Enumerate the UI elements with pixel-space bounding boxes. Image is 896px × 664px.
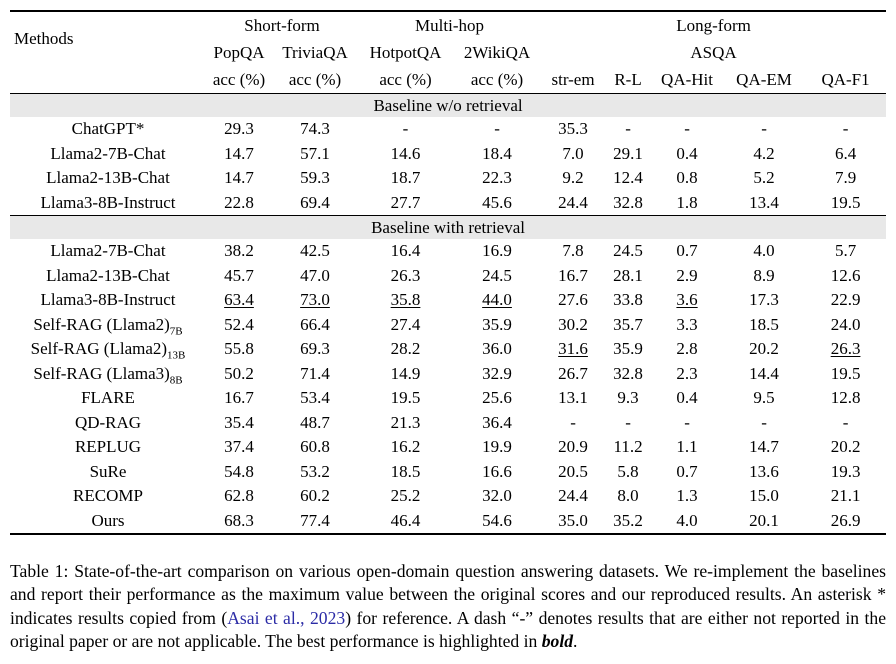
- value-cell: 19.9: [482, 437, 512, 457]
- value-cell: 24.4: [558, 192, 588, 212]
- method-size-subscript: 13B: [167, 349, 186, 362]
- value-cell: 35.8: [390, 290, 421, 310]
- method-name: Self-RAG $(Llama3)_{8B}$: [33, 363, 183, 387]
- table-row: [10, 484, 886, 509]
- value-cell: 44.0: [482, 290, 512, 310]
- table-row: [10, 239, 886, 264]
- metric-header-hotpotqa-acc: acc (%): [379, 69, 432, 89]
- method-name: Ours: [91, 510, 125, 530]
- table-row: [10, 166, 886, 191]
- methods-column-header: Methods: [14, 29, 74, 48]
- value-cell: 28.2: [390, 339, 421, 359]
- value-cell: 35.9: [613, 339, 643, 359]
- value-cell: 18.5: [749, 314, 779, 334]
- value-cell: 71.4: [300, 363, 330, 383]
- value-cell: 16.7: [558, 265, 588, 285]
- value-cell: 35.9: [482, 314, 512, 334]
- value-cell: 27.4: [390, 314, 421, 334]
- value-cell: 14.6: [390, 143, 421, 163]
- value-cell: 3.3: [676, 314, 698, 334]
- value-cell: 5.7: [834, 241, 857, 261]
- value-cell: 18.7: [390, 168, 421, 188]
- value-cell: 0.4: [676, 388, 698, 408]
- section-title: Baseline with retrieval: [10, 216, 886, 240]
- value-cell: 31.6: [558, 339, 588, 359]
- value-cell: 26.7: [558, 363, 588, 383]
- value-cell: 16.2: [390, 437, 421, 457]
- value-cell: 22.8: [224, 192, 254, 212]
- col-header-asqa: ASQA: [690, 42, 737, 62]
- value-cell: 46.4: [390, 510, 421, 530]
- value-cell: 35.4: [224, 412, 254, 432]
- value-cell: 4.0: [753, 241, 775, 261]
- value-cell: 20.2: [830, 437, 861, 457]
- method-name: ChatGPT*: [71, 119, 145, 139]
- table-row: [10, 411, 886, 436]
- value-cell: 3.6: [676, 290, 698, 310]
- table-row: [10, 191, 886, 216]
- value-cell: 20.9: [558, 437, 588, 457]
- value-cell: 37.4: [224, 437, 254, 457]
- caption-text: .: [573, 631, 578, 652]
- value-cell: 54.6: [482, 510, 512, 530]
- value-cell: 9.3: [617, 388, 639, 408]
- metric-header-qa-f1: QA-F1: [821, 69, 870, 89]
- table-row: [10, 362, 886, 387]
- value-cell: 73.0: [300, 290, 330, 310]
- section-header-row: [10, 216, 886, 240]
- value-cell: -: [570, 412, 576, 432]
- value-cell: 57.1: [300, 143, 330, 163]
- value-cell: 32.8: [613, 363, 643, 383]
- value-cell: -: [494, 119, 500, 139]
- value-cell: 59.3: [300, 168, 330, 188]
- metric-header-popqa-acc: acc (%): [212, 69, 266, 89]
- value-cell: 45.6: [482, 192, 512, 212]
- section-title: Baseline w/o retrieval: [10, 94, 886, 118]
- value-cell: -: [684, 412, 690, 432]
- value-cell: 32.0: [482, 486, 512, 506]
- value-cell: 1.1: [676, 437, 698, 457]
- value-cell: 36.0: [482, 339, 512, 359]
- value-cell: 18.5: [390, 461, 421, 481]
- value-cell: 54.8: [224, 461, 254, 481]
- value-cell: 28.1: [613, 265, 643, 285]
- value-cell: -: [842, 412, 849, 432]
- value-cell: 0.7: [676, 241, 698, 261]
- table-header: [10, 11, 886, 94]
- method-name: Llama2-13B-Chat: [46, 168, 170, 188]
- value-cell: 14.7: [749, 437, 779, 457]
- value-cell: 52.4: [224, 314, 254, 334]
- value-cell: 27.6: [558, 290, 588, 310]
- method-name: Llama3-8B-Instruct: [40, 290, 176, 310]
- table-row: [10, 386, 886, 411]
- value-cell: 9.2: [562, 168, 584, 188]
- value-cell: 32.8: [613, 192, 643, 212]
- method-name: Llama3-8B-Instruct: [40, 192, 176, 212]
- method-size-subscript: 8B: [169, 374, 183, 387]
- value-cell: 60.8: [300, 437, 330, 457]
- method-name: REPLUG: [74, 437, 142, 457]
- value-cell: 63.4: [224, 290, 254, 310]
- method-name: QD-RAG: [74, 412, 142, 432]
- metric-header-row: [10, 66, 886, 94]
- value-cell: 19.5: [390, 388, 421, 408]
- value-cell: 13.4: [749, 192, 779, 212]
- value-cell: -: [625, 412, 631, 432]
- method-size-subscript: 7B: [169, 325, 183, 338]
- value-cell: 22.9: [830, 290, 861, 310]
- value-cell: 14.4: [749, 363, 779, 383]
- metric-header-triviaqa-acc: acc (%): [288, 69, 342, 89]
- bold-emphasis: bold: [541, 631, 573, 652]
- value-cell: 30.2: [558, 314, 588, 334]
- value-cell: 68.3: [224, 510, 254, 530]
- empty-header-cell: [10, 66, 206, 94]
- metric-header-qa-hit: QA-Hit: [661, 69, 713, 89]
- value-cell: 21.3: [390, 412, 421, 432]
- value-cell: 13.1: [558, 388, 588, 408]
- value-cell: -: [684, 119, 690, 139]
- value-cell: 66.4: [300, 314, 330, 334]
- method-name: Self-RAG $(Llama2)_{7B}$: [33, 314, 183, 338]
- section-header-row: [10, 94, 886, 118]
- value-cell: 19.5: [830, 192, 861, 212]
- col-header-hotpotqa: HotpotQA: [369, 42, 442, 62]
- value-cell: 13.6: [749, 461, 779, 481]
- value-cell: 14.7: [224, 168, 254, 188]
- value-cell: 50.2: [224, 363, 254, 383]
- value-cell: 4.0: [676, 510, 698, 530]
- table-body: [10, 94, 886, 535]
- value-cell: 33.8: [613, 290, 643, 310]
- table-row: [10, 264, 886, 289]
- value-cell: -: [402, 119, 409, 139]
- table-row: [10, 313, 886, 338]
- value-cell: 53.2: [300, 461, 330, 481]
- method-name: SuRe: [89, 461, 127, 481]
- value-cell: 47.0: [300, 265, 330, 285]
- value-cell: 48.7: [300, 412, 330, 432]
- table-row: [10, 509, 886, 535]
- value-cell: 35.7: [613, 314, 643, 334]
- value-cell: 25.2: [390, 486, 421, 506]
- value-cell: 14.9: [390, 363, 421, 383]
- col-header-triviaqa: TriviaQA: [282, 42, 348, 62]
- value-cell: 24.0: [830, 314, 861, 334]
- method-name: Llama2-7B-Chat: [50, 143, 166, 163]
- value-cell: 32.9: [482, 363, 512, 383]
- value-cell: 25.6: [482, 388, 512, 408]
- value-cell: 27.7: [390, 192, 421, 212]
- table-row: [10, 337, 886, 362]
- value-cell: 7.9: [834, 168, 857, 188]
- value-cell: 24.5: [482, 265, 512, 285]
- table-row: [10, 435, 886, 460]
- value-cell: 55.8: [224, 339, 254, 359]
- value-cell: 69.3: [300, 339, 330, 359]
- metric-header-2wikiqa-acc: acc (%): [470, 69, 524, 89]
- value-cell: 18.4: [482, 143, 512, 163]
- table-caption: [10, 560, 886, 654]
- value-cell: 62.8: [224, 486, 254, 506]
- method-name: Self-RAG $(Llama2)_{13B}$: [30, 339, 186, 362]
- caption-text: Table 1: State-of-the-art comparison on various open-domain question answering datasets. We re-implement the baselines and report their performance as the maximum value between the original scores and our reproduced results. An asterisk * indicates results copied from (: [10, 561, 886, 628]
- value-cell: 14.7: [224, 143, 254, 163]
- col-header-popqa: PopQA: [213, 42, 265, 62]
- table-row: [10, 142, 886, 167]
- results-table: [10, 10, 886, 535]
- table-row: [10, 460, 886, 485]
- value-cell: 1.8: [676, 192, 698, 212]
- value-cell: 7.8: [562, 241, 584, 261]
- value-cell: 22.3: [482, 168, 512, 188]
- value-cell: -: [761, 119, 767, 139]
- value-cell: 12.6: [830, 265, 861, 285]
- value-cell: 20.5: [558, 461, 588, 481]
- method-name: Llama2-13B-Chat: [46, 265, 170, 285]
- value-cell: -: [842, 119, 849, 139]
- value-cell: 11.2: [613, 437, 643, 457]
- value-cell: 60.2: [300, 486, 330, 506]
- value-cell: 6.4: [834, 143, 857, 163]
- value-cell: 19.5: [830, 363, 861, 383]
- value-cell: 1.3: [676, 486, 698, 506]
- value-cell: 24.4: [558, 486, 588, 506]
- value-cell: 15.0: [749, 486, 779, 506]
- value-cell: 8.0: [617, 486, 639, 506]
- value-cell: 17.3: [749, 290, 779, 310]
- metric-header-str-em: str-em: [551, 69, 595, 89]
- value-cell: 77.4: [300, 510, 330, 530]
- value-cell: 12.8: [830, 388, 861, 408]
- value-cell: 12.4: [613, 168, 643, 188]
- caption-text: ) for reference. A dash “-” denotes results that are either not reported in the original paper or are not applicable. The best performance is highlighted in: [10, 607, 887, 652]
- value-cell: 16.6: [482, 461, 512, 481]
- table-row: [10, 117, 886, 142]
- value-cell: 8.9: [753, 265, 775, 285]
- metric-header-r-l: R-L: [614, 69, 642, 89]
- method-name: FLARE: [81, 388, 135, 408]
- value-cell: 35.0: [558, 510, 588, 530]
- value-cell: 29.1: [613, 143, 643, 163]
- group-header-row: [10, 11, 886, 39]
- value-cell: 26.9: [830, 510, 861, 530]
- value-cell: 26.3: [830, 339, 861, 359]
- value-cell: 74.3: [300, 119, 330, 139]
- value-cell: -: [625, 119, 631, 139]
- value-cell: 29.3: [224, 119, 254, 139]
- group-header-multi-hop: Multi-hop: [415, 15, 484, 35]
- value-cell: 45.7: [224, 265, 254, 285]
- value-cell: 42.5: [300, 241, 330, 261]
- value-cell: 5.8: [617, 461, 639, 481]
- value-cell: 24.5: [613, 241, 643, 261]
- value-cell: -: [761, 412, 767, 432]
- value-cell: 0.7: [676, 461, 698, 481]
- value-cell: 2.9: [676, 265, 698, 285]
- value-cell: 20.1: [749, 510, 779, 530]
- value-cell: 9.5: [753, 388, 775, 408]
- value-cell: 35.3: [558, 119, 588, 139]
- table-row: [10, 288, 886, 313]
- value-cell: 16.9: [482, 241, 512, 261]
- method-name: RECOMP: [73, 486, 143, 506]
- metric-header-qa-em: QA-EM: [736, 69, 792, 89]
- value-cell: 35.2: [613, 510, 643, 530]
- value-cell: 7.0: [562, 143, 584, 163]
- citation-link[interactable]: Asai et al., 2023: [227, 607, 346, 628]
- value-cell: 0.4: [676, 143, 698, 163]
- value-cell: 16.4: [390, 241, 421, 261]
- value-cell: 53.4: [300, 388, 330, 408]
- group-header-long-form: Long-form: [676, 15, 751, 35]
- value-cell: 2.8: [676, 339, 698, 359]
- value-cell: 21.1: [830, 486, 861, 506]
- value-cell: 36.4: [482, 412, 512, 432]
- value-cell: 19.3: [830, 461, 861, 481]
- value-cell: 5.2: [753, 168, 775, 188]
- value-cell: 2.3: [676, 363, 698, 383]
- method-name: Llama2-7B-Chat: [50, 241, 166, 261]
- value-cell: 0.8: [676, 168, 698, 188]
- value-cell: 26.3: [390, 265, 421, 285]
- value-cell: 20.2: [749, 339, 779, 359]
- value-cell: 38.2: [224, 241, 254, 261]
- value-cell: 16.7: [224, 388, 254, 408]
- value-cell: 69.4: [300, 192, 330, 212]
- group-header-short-form: Short-form: [244, 15, 320, 35]
- value-cell: 4.2: [753, 143, 775, 163]
- col-header-2wikiqa: 2WikiQA: [463, 42, 531, 62]
